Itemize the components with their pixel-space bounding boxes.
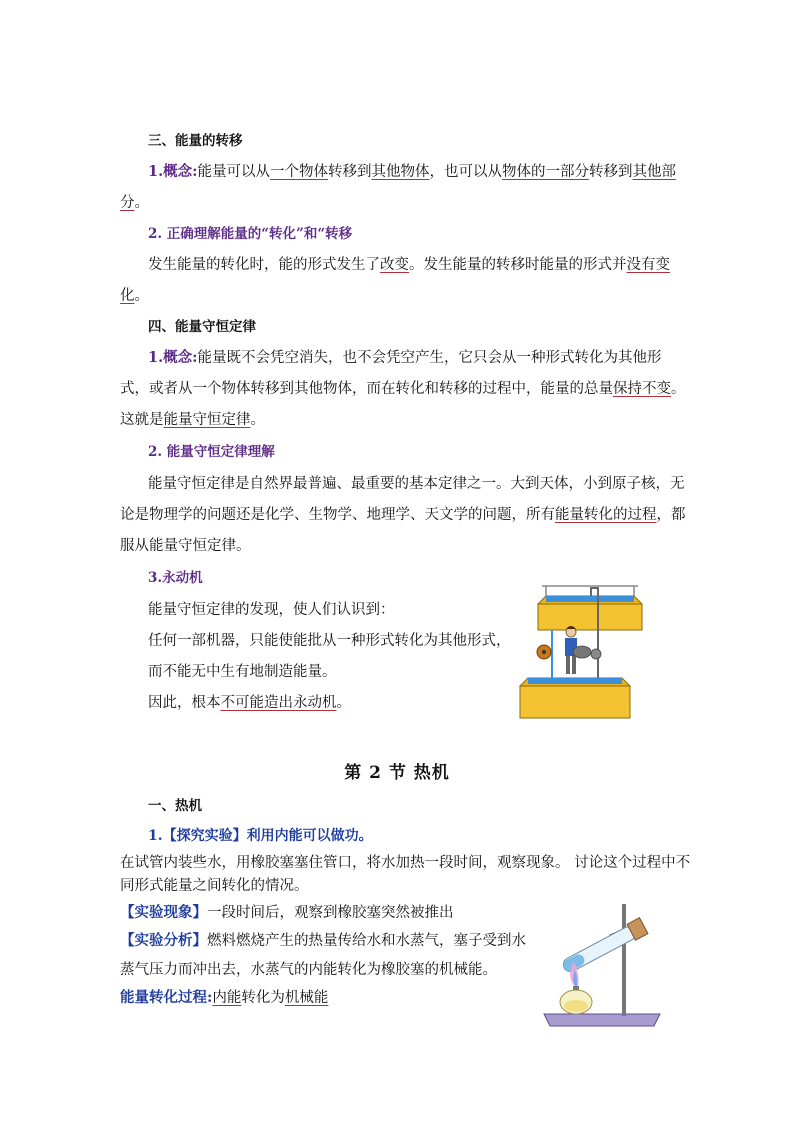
text: 转移到 bbox=[589, 164, 633, 180]
paragraph-transfer-concept-line1 bbox=[148, 162, 676, 182]
heading-understand-conversion-transfer: 2. 正确理解能量的“转化”和“转移 bbox=[148, 226, 353, 242]
paragraph-conversion-line2 bbox=[120, 286, 149, 306]
energy-conversion-process bbox=[120, 988, 328, 1008]
heading-experiment: 1.【探究实验】利用内能可以做功。 bbox=[148, 828, 373, 844]
underlined-term: 保持不变 bbox=[613, 381, 671, 397]
text: 转移到 bbox=[328, 164, 372, 180]
text: 转化为 bbox=[241, 990, 285, 1006]
experiment-analysis-line1 bbox=[120, 931, 526, 951]
underlined-term: 物体的一部分 bbox=[502, 164, 589, 180]
paragraph-transfer-concept-line2 bbox=[120, 193, 149, 213]
heading-conservation-law: 四、能量守恒定律 bbox=[148, 319, 256, 335]
text: ，都 bbox=[656, 507, 686, 523]
underlined-term: 能量守恒定律 bbox=[163, 412, 251, 428]
underlined-term: 一个物体 bbox=[270, 164, 328, 180]
experiment-line1: 在试管内装些水，用橡胶塞塞住管口，将水加热一段时间，观察现象。 讨论这个过程中不 bbox=[120, 855, 691, 871]
underlined-term: 化 bbox=[120, 288, 135, 304]
experiment-line2: 同形式能量之间转化的情况。 bbox=[120, 878, 309, 894]
perpetual-motion-machine-illustration bbox=[516, 582, 646, 724]
text: ，也可以从 bbox=[429, 164, 502, 180]
label-process: 能量转化过程: bbox=[120, 989, 213, 1006]
underlined-term: 改变 bbox=[380, 257, 409, 273]
text: 发生能量的转化时，能的形式发生了 bbox=[148, 257, 380, 273]
perpetual-line3: 而不能无中生有地制造能量。 bbox=[148, 664, 337, 680]
text: 燃料燃烧产生的热量传给水和水蒸气，塞子受到水 bbox=[207, 933, 526, 949]
paragraph-law-line1 bbox=[148, 348, 662, 368]
text: 一段时间后，观察到橡胶塞突然被推出 bbox=[207, 905, 454, 921]
underlined-term: 内能 bbox=[212, 990, 242, 1006]
underlined-term: 分 bbox=[120, 195, 135, 211]
heading-perpetual-motion: 3.永动机 bbox=[148, 570, 203, 586]
paragraph-understanding-line3: 服从能量守恒定律。 bbox=[120, 538, 251, 554]
heading-heat-engine: 一、热机 bbox=[148, 798, 202, 814]
experiment-observation bbox=[120, 903, 454, 923]
text: 。 bbox=[250, 412, 265, 428]
text: 这就是 bbox=[120, 412, 164, 428]
perpetual-line4 bbox=[148, 693, 351, 713]
underlined-term: 没有变 bbox=[626, 257, 670, 273]
heading-law-understanding: 2. 能量守恒定律理解 bbox=[148, 444, 275, 460]
perpetual-line2: 任何一部机器，只能使能批从一种形式转化为其他形式， bbox=[148, 633, 511, 649]
paragraph-understanding-line1: 能量守恒定律是自然界最普遍、最重要的基本定律之一。大到天体，小到原子核，无 bbox=[148, 476, 685, 492]
test-tube-heating-illustration bbox=[540, 900, 664, 1030]
label-concept: 1.概念: bbox=[148, 163, 198, 180]
perpetual-line1: 能量守恒定律的发现，使人们认识到： bbox=[148, 602, 395, 618]
text: 。 bbox=[134, 195, 149, 211]
text: 论是物理学的问题还是化学、生物学、地理学、天文学的问题，所有 bbox=[120, 507, 555, 523]
label-observation: 【实验现象】 bbox=[120, 904, 207, 921]
experiment-analysis-line2: 蒸气压力而冲出去，水蒸气的内能转化为橡胶塞的机械能。 bbox=[120, 962, 497, 978]
text: 。 bbox=[134, 288, 149, 304]
paragraph-law-line2 bbox=[120, 379, 686, 399]
underlined-term: 不可能造出永动机 bbox=[220, 695, 337, 711]
text: 。 bbox=[671, 381, 686, 397]
text: 因此，根本 bbox=[148, 695, 221, 711]
text: 。 bbox=[336, 695, 351, 711]
text: 式，或者从一个物体转移到其他物体，而在转化和转移的过程中，能量的总量 bbox=[120, 381, 613, 397]
section-title: 第 2 节 热机 bbox=[344, 763, 450, 783]
text: 。发生能量的转移时能量的形式并 bbox=[409, 257, 627, 273]
label-analysis: 【实验分析】 bbox=[120, 932, 207, 949]
underlined-term: 其他物体 bbox=[371, 164, 430, 180]
label-concept: 1.概念: bbox=[148, 349, 198, 366]
paragraph-understanding-line2 bbox=[120, 505, 686, 525]
paragraph-law-line3 bbox=[120, 410, 265, 430]
underlined-term: 能量转化的过程 bbox=[555, 507, 657, 523]
underlined-term: 其他部 bbox=[632, 164, 676, 180]
paragraph-conversion-line1 bbox=[148, 255, 670, 275]
text: 能量可以从 bbox=[197, 164, 270, 180]
text: 能量既不会凭空消失，也不会凭空产生，它只会从一种形式转化为其他形 bbox=[197, 350, 662, 366]
underlined-term: 机械能 bbox=[284, 990, 329, 1006]
heading-energy-transfer: 三、能量的转移 bbox=[148, 133, 243, 149]
